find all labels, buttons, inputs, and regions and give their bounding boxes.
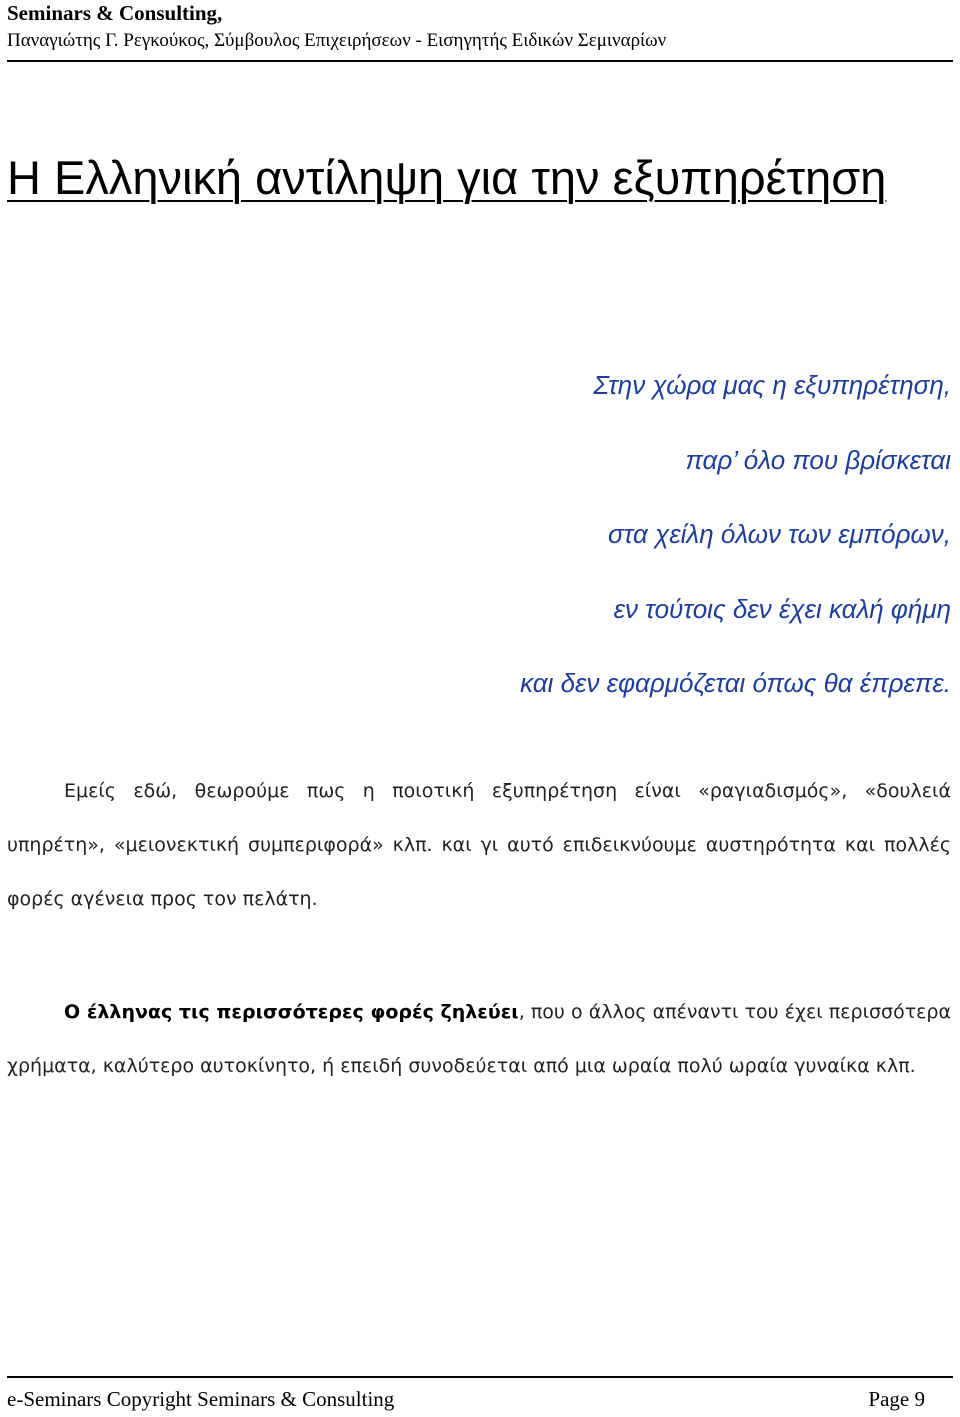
- quote-line: εν τούτοις δεν έχει καλή φήμη: [613, 593, 951, 624]
- body-paragraph-1: Εμείς εδώ, θεωρούμε πως η ποιοτική εξυπηρέτηση είναι «ραγιαδισμός», «δουλειά υπηρέτη», «μειονεκτική συμπεριφορά» κλπ. και γι αυτό επιδεικνύουμε αυστηρότητα και πολλές φορές αγένεια προς τον πελάτη.: [7, 780, 951, 910]
- page-title: Η Ελληνική αντίληψη για την εξυπηρέτηση: [7, 151, 887, 204]
- quote-line: Στην χώρα μας η εξυπηρέτηση,: [593, 370, 951, 400]
- footer-divider: [7, 1376, 953, 1378]
- page-footer: [7, 1385, 925, 1413]
- quote-line: στα χείλη όλων των εμπόρων,: [607, 519, 951, 549]
- header-divider: [7, 60, 953, 62]
- footer-page-number: Page 9: [868, 1387, 925, 1411]
- quote-line: και δεν εφαρμόζεται όπως θα έπρεπε.: [520, 668, 951, 698]
- header-company: Seminars & Consulting,: [7, 1, 223, 25]
- footer-copyright: e-Seminars Copyright Seminars & Consulting: [7, 1387, 395, 1411]
- body-paragraph-2: [7, 985, 951, 1093]
- paragraph-2-bold: Ο έλληνας τις περισσότερες φορές ζηλεύει: [64, 1001, 519, 1023]
- paragraph-2-rest: , που ο άλλος απέναντι του έχει περισσότερα χρήματα, καλύτερο αυτοκίνητο, ή επειδή συνοδεύεται από μια ωραία πολύ ωραία γυναίκα κλπ.: [7, 1001, 952, 1077]
- pull-quote: [51, 348, 951, 721]
- page-header: [7, 0, 953, 53]
- header-subtitle: Παναγιώτης Γ. Ρεγκούκος, Σύμβουλος Επιχειρήσεων - Εισηγητής Ειδικών Σεμιναρίων: [7, 30, 667, 51]
- quote-line: παρ’ όλο που βρίσκεται: [685, 444, 951, 475]
